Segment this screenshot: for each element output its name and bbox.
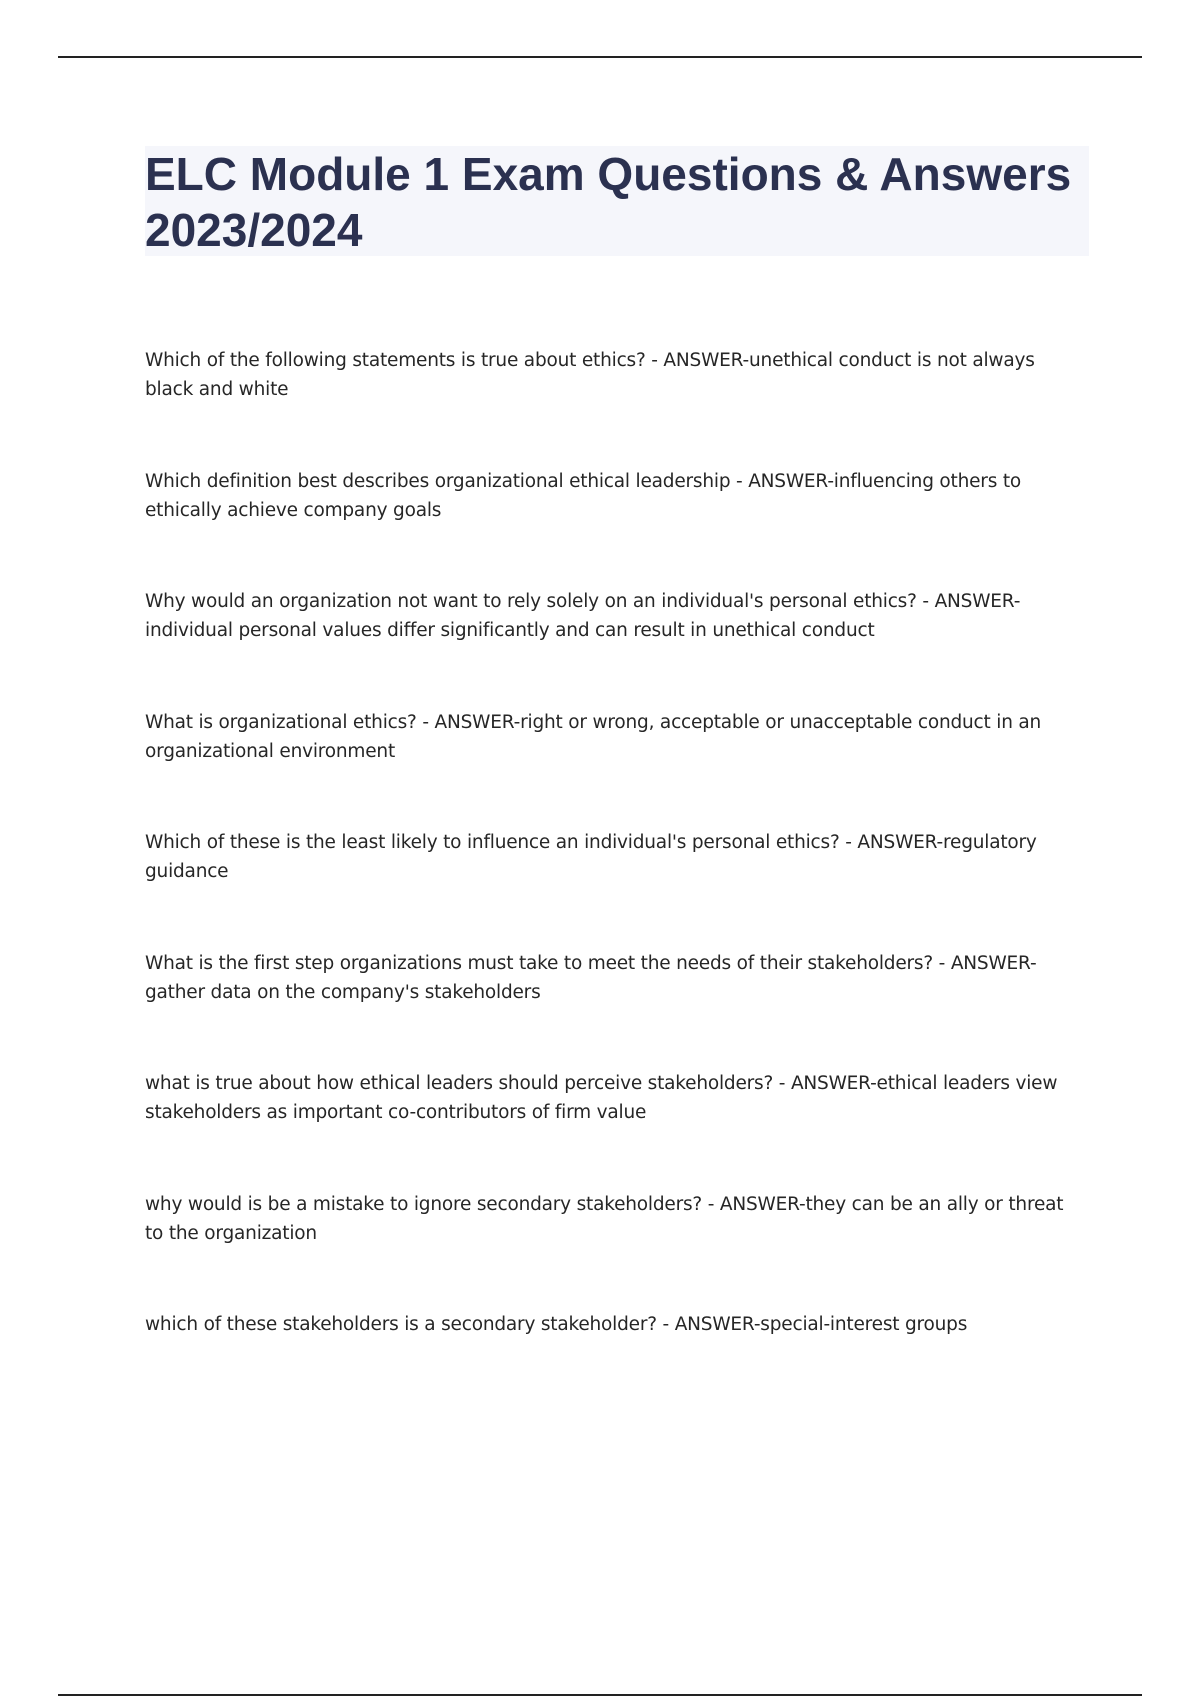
qa-item: Which of the following statements is true about ethics? - ANSWER-unethical conduct is not always black and white — [145, 350, 1035, 400]
qa-item: Which definition best describes organizational ethical leadership - ANSWER-influencing others to ethically achieve company goals — [145, 470, 1021, 521]
page-title: ELC Module 1 Exam Questions & Answers 2023/2024 — [145, 148, 1072, 256]
qa-item: Why would an organization not want to rely solely on an individual's personal ethics? - ANSWER-individual personal values differ significantly and can result in unethical conduct — [145, 591, 1021, 641]
qa-item: what is true about how ethical leaders should perceive stakeholders? - ANSWER-ethical leaders view stakeholders as important co-contributors of firm value — [145, 1073, 1058, 1123]
bottom-divider — [58, 1694, 1142, 1696]
top-divider — [58, 56, 1142, 58]
qa-item: What is organizational ethics? - ANSWER-right or wrong, acceptable or unacceptable conduct in an organizational environment — [145, 711, 1042, 762]
title-banner — [145, 146, 1089, 256]
qa-item: What is the first step organizations must take to meet the needs of their stakeholders? - ANSWER-gather data on the company's stakeholders — [145, 952, 1037, 1003]
qa-item: Which of these is the least likely to influence an individual's personal ethics? - ANSWER-regulatory guidance — [145, 832, 1037, 882]
qa-list — [145, 346, 1085, 1431]
qa-item: which of these stakeholders is a secondary stakeholder? - ANSWER-special-interest groups — [145, 1314, 968, 1335]
qa-item: why would is be a mistake to ignore secondary stakeholders? - ANSWER-they can be an ally or threat to the organization — [145, 1193, 1064, 1244]
